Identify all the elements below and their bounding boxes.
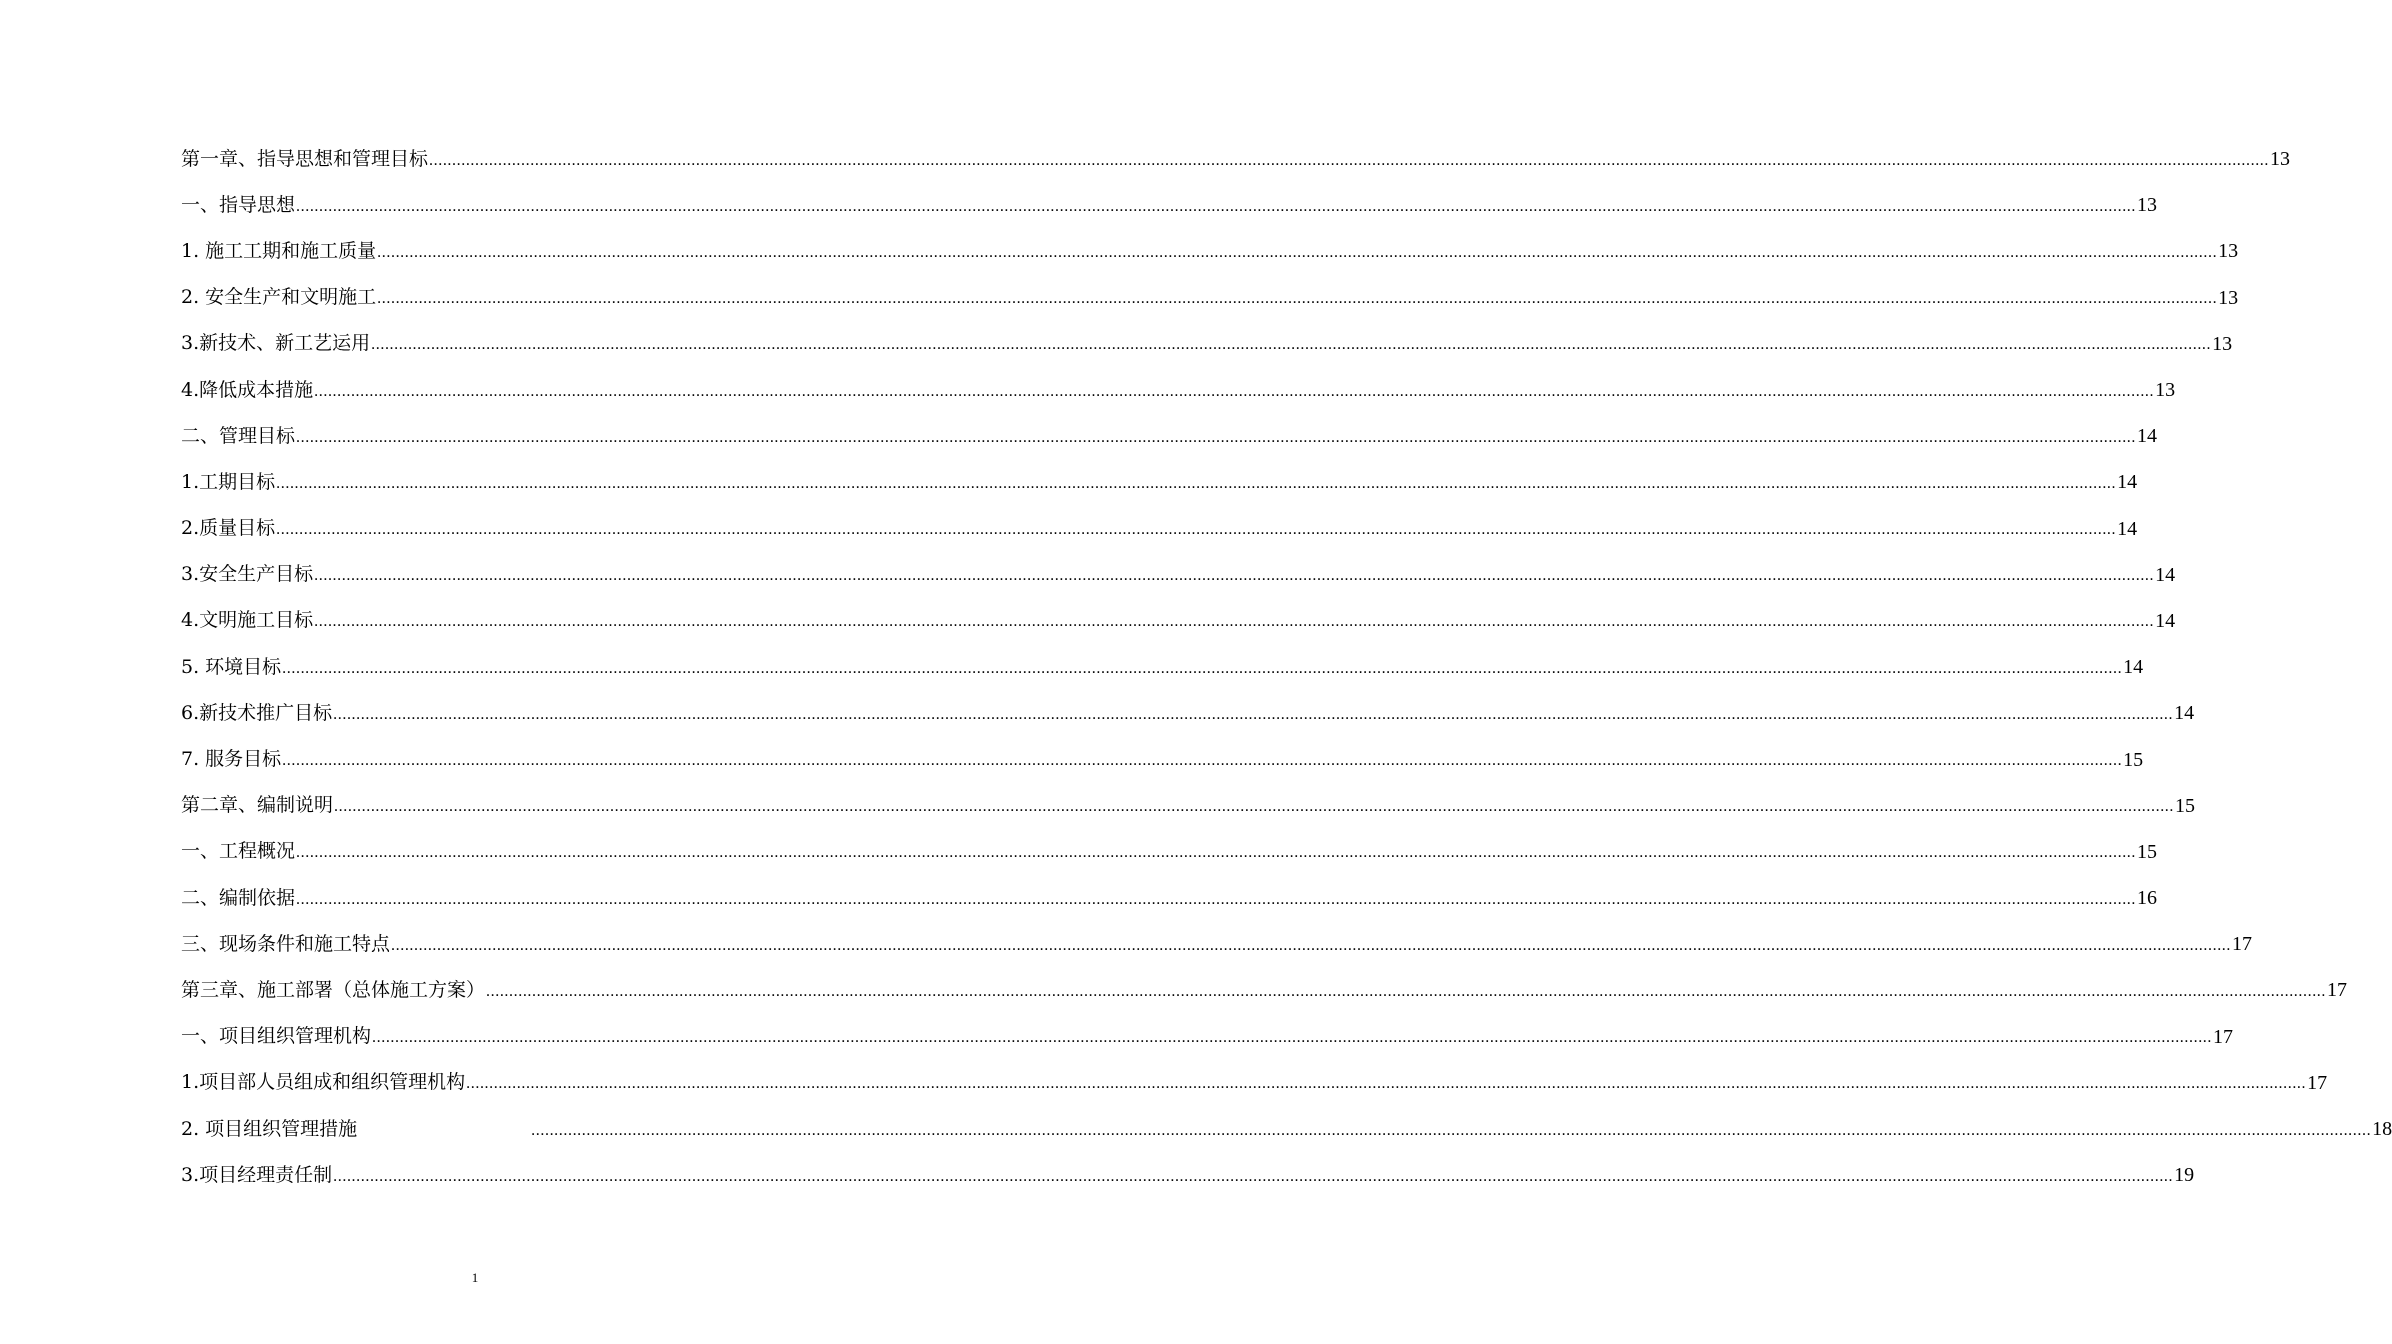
toc-entry-label: 2.质量目标 — [181, 517, 276, 540]
toc-entry-label: 4.降低成本措施 — [181, 378, 314, 401]
toc-entry-page: 15 — [2175, 794, 2196, 817]
toc-leader-dots: ................................................................................................................................................................................................................................................................................................................................................................................................................ — [334, 798, 2175, 816]
toc-entry-label: 4.文明施工目标 — [181, 609, 314, 632]
toc-entry-page: 15 — [2123, 748, 2144, 771]
toc-entry-label: 5. 环境目标 — [181, 655, 282, 678]
toc-entry-page: 14 — [2155, 609, 2176, 632]
toc-entry[interactable] — [181, 690, 2195, 736]
toc-entry[interactable] — [181, 967, 2348, 1013]
toc-leader-dots: ................................................................................................................................................................................................................................................................................................................................................................................................................ — [314, 567, 2155, 585]
toc-entry-label: 3.项目经理责任制 — [181, 1163, 333, 1186]
toc-entry[interactable] — [181, 1060, 2328, 1106]
toc-entry[interactable] — [181, 829, 2158, 875]
toc-leader-dots: ................................................................................................................................................................................................................................................................................................................................................................................................................ — [333, 705, 2174, 723]
toc-entry[interactable] — [181, 506, 2138, 552]
toc-entry-label: 一、项目组织管理机构 — [181, 1025, 372, 1048]
toc-leader-dots: ................................................................................................................................................................................................................................................................................................................................................................................................................ — [296, 844, 2137, 862]
toc-entry-page: 13 — [2212, 332, 2233, 355]
toc-leader-dots: ................................................................................................................................................................................................................................................................................................................................................................................................................ — [377, 290, 2218, 308]
toc-entry-page: 17 — [2213, 1025, 2234, 1048]
toc-entry-label: 二、编制依据 — [181, 886, 296, 909]
toc-entry-page: 13 — [2155, 379, 2176, 402]
toc-leader-dots: ................................................................................................................................................................................................................................................................................................................................................................................................................ — [372, 1029, 2213, 1047]
toc-entry[interactable] — [181, 1014, 2234, 1060]
toc-entry-label: 2. 安全生产和文明施工 — [181, 286, 377, 309]
toc-entry[interactable] — [181, 228, 2239, 274]
toc-entry-label: 2. 项目组织管理措施 — [181, 1117, 358, 1140]
toc-entry[interactable] — [181, 413, 2158, 459]
toc-leader-dots: ................................................................................................................................................................................................................................................................................................................................................................................................................ — [333, 1167, 2174, 1185]
toc-entry-label: 7. 服务目标 — [181, 748, 282, 771]
toc-entry-page: 13 — [2218, 240, 2239, 263]
toc-entry[interactable] — [181, 321, 2233, 367]
toc-leader-dots: ................................................................................................................................................................................................................................................................................................................................................................................................................ — [296, 890, 2137, 908]
toc-entry-page: 17 — [2232, 933, 2253, 956]
toc-entry-label: 第一章、指导思想和管理目标 — [181, 147, 429, 170]
toc-leader-dots: ................................................................................................................................................................................................................................................................................................................................................................................................................ — [282, 659, 2123, 677]
toc-leader-dots: ................................................................................................................................................................................................................................................................................................................................................................................................................ — [314, 382, 2155, 400]
toc-entry-label: 1.工期目标 — [181, 470, 276, 493]
toc-entry-label: 一、工程概况 — [181, 840, 296, 863]
toc-entry-label: 1. 施工工期和施工质量 — [181, 239, 377, 262]
toc-entry[interactable] — [181, 1152, 2195, 1198]
toc-entry-page: 14 — [2155, 563, 2176, 586]
toc-entry-page: 13 — [2270, 148, 2291, 171]
toc-entry-page: 14 — [2117, 471, 2138, 494]
toc-entry-page: 13 — [2137, 194, 2158, 217]
toc-entry-label: 一、指导思想 — [181, 193, 296, 216]
toc-leader-dots: ................................................................................................................................................................................................................................................................................................................................................................................................................ — [296, 197, 2137, 215]
table-of-contents — [181, 136, 2392, 1198]
toc-entry[interactable] — [181, 367, 2176, 413]
toc-entry-page: 14 — [2117, 517, 2138, 540]
toc-entry-label: 第二章、编制说明 — [181, 794, 334, 817]
toc-entry-page: 13 — [2218, 286, 2239, 309]
toc-entry-label: 第三章、施工部署（总体施工方案） — [181, 978, 486, 1001]
toc-leader-dots: ................................................................................................................................................................................................................................................................................................................................................................................................................ — [314, 613, 2155, 631]
page-number: 1 — [471, 1270, 479, 1285]
toc-entry-label: 3.安全生产目标 — [181, 563, 314, 586]
toc-entry-page: 17 — [2327, 979, 2348, 1002]
toc-leader-dots: ................................................................................................................................................................................................................................................................................................................................................................................................................ — [377, 243, 2218, 261]
toc-entry[interactable] — [181, 736, 2144, 782]
toc-entry-label: 6.新技术推广目标 — [181, 701, 333, 724]
toc-entry-page: 17 — [2307, 1071, 2328, 1094]
toc-entry[interactable] — [181, 875, 2158, 921]
toc-leader-dots: ................................................................................................................................................................................................................................................................................................................................................................................................................ — [371, 336, 2212, 354]
toc-entry-page: 16 — [2137, 887, 2158, 910]
toc-entry-label: 二、管理目标 — [181, 424, 296, 447]
toc-entry-page: 14 — [2123, 656, 2144, 679]
toc-entry-page: 14 — [2137, 425, 2158, 448]
toc-entry[interactable] — [181, 644, 2144, 690]
toc-entry-label: 1.项目部人员组成和组织管理机构 — [181, 1071, 466, 1094]
toc-entry[interactable] — [181, 182, 2158, 228]
toc-entry-label: 三、现场条件和施工特点 — [181, 932, 391, 955]
toc-entry-page: 14 — [2174, 702, 2195, 725]
toc-leader-dots: ................................................................................................................................................................................................................................................................................................................................................................................................................ — [296, 428, 2137, 446]
toc-leader-dots: ................................................................................................................................................................................................................................................................................................................................................................................................................ — [429, 151, 2270, 169]
toc-entry-page: 18 — [2372, 1118, 2392, 1141]
toc-entry-page: 15 — [2137, 840, 2158, 863]
toc-leader-dots: ................................................................................................................................................................................................................................................................................................................................................................................................................ — [391, 936, 2232, 954]
toc-entry-page: 19 — [2174, 1164, 2195, 1187]
toc-leader-dots: ................................................................................................................................................................................................................................................................................................................................................................................................................ — [282, 752, 2123, 770]
toc-leader-dots: ................................................................................................................................................................................................................................................................................................................................................................................................................ — [276, 474, 2117, 492]
toc-leader-dots: ................................................................................................................................................................................................................................................................................................................................................................................................................ — [466, 1075, 2307, 1093]
toc-entry[interactable] — [181, 275, 2239, 321]
toc-entry[interactable] — [181, 921, 2253, 967]
toc-entry[interactable] — [181, 459, 2138, 505]
toc-entry[interactable] — [181, 598, 2176, 644]
toc-leader-dots: ................................................................................................................................................................................................................................................................................................................................................................................................................ — [486, 982, 2327, 1000]
toc-leader-dots: ................................................................................................................................................................................................................................................................................................................................................................................................................ — [531, 1121, 2372, 1139]
toc-entry[interactable] — [181, 783, 2196, 829]
toc-entry[interactable] — [181, 1106, 2392, 1152]
toc-entry-label: 3.新技术、新工艺运用 — [181, 332, 371, 355]
toc-entry[interactable] — [181, 552, 2176, 598]
toc-leader-dots: ................................................................................................................................................................................................................................................................................................................................................................................................................ — [276, 521, 2117, 539]
toc-entry[interactable] — [181, 136, 2291, 182]
